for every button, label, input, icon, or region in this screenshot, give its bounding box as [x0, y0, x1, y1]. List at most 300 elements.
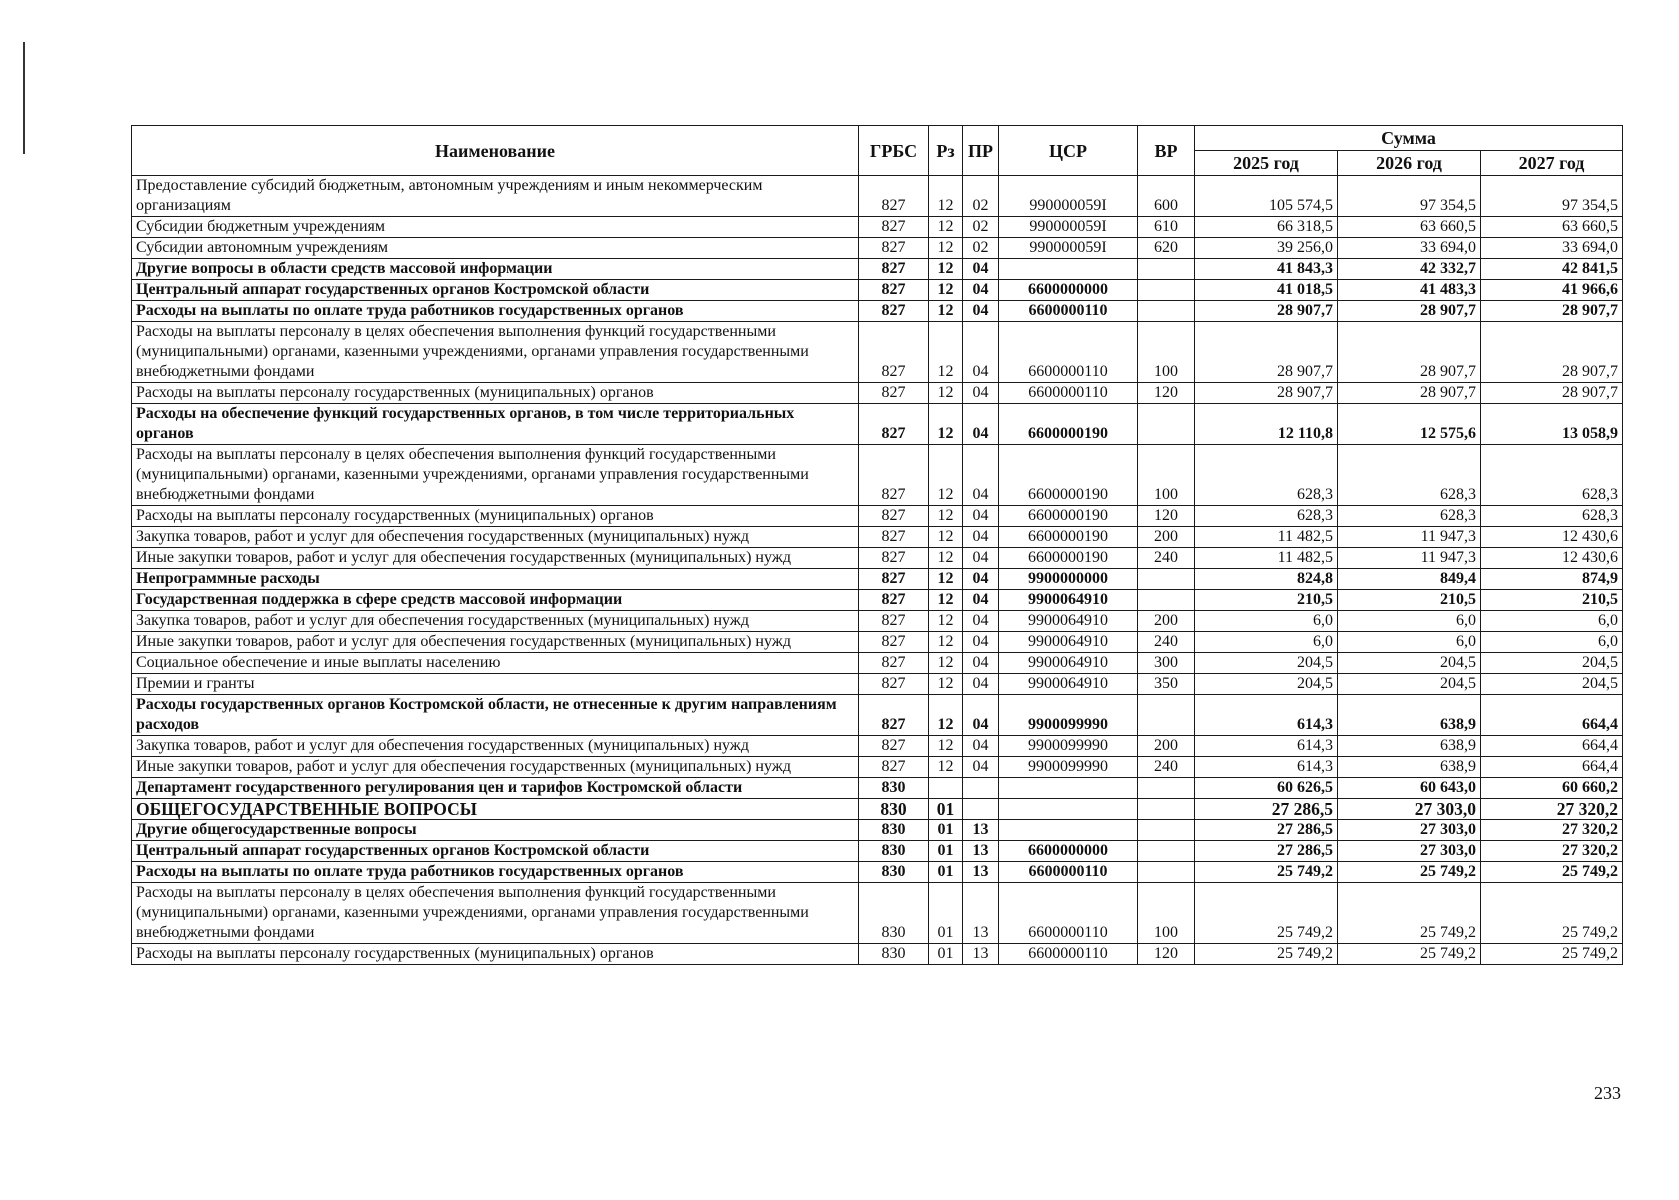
cell-rz: 12: [929, 445, 963, 506]
cell-grbs: 827: [859, 404, 929, 445]
cell-grbs: 830: [859, 799, 929, 820]
cell-sum-2026: 638,9: [1338, 695, 1481, 736]
cell-name: Центральный аппарат государственных органов Костромской области: [132, 280, 859, 301]
cell-pr: 13: [963, 820, 999, 841]
cell-sum-2026: 97 354,5: [1338, 176, 1481, 217]
cell-sum-2026: 41 483,3: [1338, 280, 1481, 301]
cell-pr: 04: [963, 653, 999, 674]
cell-vr: 240: [1138, 757, 1195, 778]
table-row: [132, 841, 1623, 862]
cell-pr: 04: [963, 280, 999, 301]
cell-sum-2026: 849,4: [1338, 569, 1481, 590]
table-row: [132, 322, 1623, 383]
cell-rz: 12: [929, 569, 963, 590]
cell-sum-2027: 42 841,5: [1481, 259, 1623, 280]
page-number: 233: [1594, 1083, 1621, 1103]
cell-grbs: 830: [859, 944, 929, 965]
cell-pr: 02: [963, 217, 999, 238]
table-row: [132, 820, 1623, 841]
cell-csr: 9900064910: [999, 674, 1138, 695]
table-row: [132, 548, 1623, 569]
cell-pr: 04: [963, 632, 999, 653]
table-row: [132, 301, 1623, 322]
cell-csr: 6600000110: [999, 383, 1138, 404]
cell-grbs: 830: [859, 841, 929, 862]
cell-sum-2027: 27 320,2: [1481, 820, 1623, 841]
cell-csr: 990000059I: [999, 176, 1138, 217]
cell-csr: 990000059I: [999, 217, 1138, 238]
cell-rz: 12: [929, 548, 963, 569]
cell-sum-2027: 25 749,2: [1481, 883, 1623, 944]
cell-sum-2025: 25 749,2: [1195, 862, 1338, 883]
cell-sum-2025: 614,3: [1195, 757, 1338, 778]
cell-pr: 04: [963, 590, 999, 611]
cell-name: Субсидии бюджетным учреждениям: [132, 217, 859, 238]
cell-pr: [963, 778, 999, 799]
cell-sum-2025: 60 626,5: [1195, 778, 1338, 799]
cell-sum-2027: 210,5: [1481, 590, 1623, 611]
cell-rz: 12: [929, 176, 963, 217]
cell-csr: 6600000190: [999, 404, 1138, 445]
cell-grbs: 827: [859, 301, 929, 322]
cell-csr: 6600000000: [999, 841, 1138, 862]
cell-csr: 9900000000: [999, 569, 1138, 590]
cell-grbs: 827: [859, 757, 929, 778]
cell-sum-2027: 13 058,9: [1481, 404, 1623, 445]
cell-grbs: 827: [859, 506, 929, 527]
cell-csr: [999, 778, 1138, 799]
cell-csr: 6600000190: [999, 527, 1138, 548]
cell-rz: 12: [929, 674, 963, 695]
cell-sum-2026: 6,0: [1338, 632, 1481, 653]
cell-vr: [1138, 259, 1195, 280]
cell-csr: [999, 820, 1138, 841]
cell-name: Расходы на выплаты персоналу в целях обеспечения выполнения функций государственными (муниципальными) органами, казенными учреждениями, органами управления государственными внебюджетными фондами: [132, 322, 859, 383]
cell-rz: 12: [929, 238, 963, 259]
cell-name: Расходы на выплаты персоналу в целях обеспечения выполнения функций государственными (муниципальными) органами, казенными учреждениями, органами управления государственными внебюджетными фондами: [132, 445, 859, 506]
cell-sum-2026: 628,3: [1338, 445, 1481, 506]
cell-name: Департамент государственного регулирования цен и тарифов Костромской области: [132, 778, 859, 799]
header-year-2025: 2025 год: [1195, 151, 1338, 176]
cell-vr: [1138, 569, 1195, 590]
cell-vr: 610: [1138, 217, 1195, 238]
cell-sum-2027: 28 907,7: [1481, 301, 1623, 322]
table-row: [132, 259, 1623, 280]
cell-sum-2027: 628,3: [1481, 506, 1623, 527]
cell-name: Закупка товаров, работ и услуг для обеспечения государственных (муниципальных) нужд: [132, 611, 859, 632]
cell-sum-2026: 28 907,7: [1338, 322, 1481, 383]
cell-pr: 02: [963, 176, 999, 217]
cell-name: Другие общегосударственные вопросы: [132, 820, 859, 841]
cell-sum-2026: 25 749,2: [1338, 944, 1481, 965]
table-row: [132, 217, 1623, 238]
cell-grbs: 827: [859, 322, 929, 383]
cell-vr: 120: [1138, 506, 1195, 527]
cell-rz: 12: [929, 590, 963, 611]
cell-vr: [1138, 695, 1195, 736]
cell-sum-2026: 42 332,7: [1338, 259, 1481, 280]
cell-vr: 100: [1138, 322, 1195, 383]
cell-name: Центральный аппарат государственных органов Костромской области: [132, 841, 859, 862]
cell-name: Предоставление субсидий бюджетным, автономным учреждениям и иным некоммерческим организациям: [132, 176, 859, 217]
cell-csr: 6600000000: [999, 280, 1138, 301]
cell-name: Расходы на выплаты персоналу государственных (муниципальных) органов: [132, 383, 859, 404]
cell-sum-2025: 204,5: [1195, 674, 1338, 695]
table-row: [132, 527, 1623, 548]
header-rz: Рз: [929, 126, 963, 176]
cell-sum-2026: 12 575,6: [1338, 404, 1481, 445]
cell-pr: 04: [963, 506, 999, 527]
cell-vr: 120: [1138, 944, 1195, 965]
cell-rz: 01: [929, 862, 963, 883]
cell-sum-2025: 628,3: [1195, 445, 1338, 506]
cell-pr: 04: [963, 569, 999, 590]
cell-sum-2025: 6,0: [1195, 611, 1338, 632]
cell-pr: 13: [963, 841, 999, 862]
cell-vr: 350: [1138, 674, 1195, 695]
table-row: [132, 280, 1623, 301]
header-year-2026: 2026 год: [1338, 151, 1481, 176]
cell-csr: 6600000110: [999, 944, 1138, 965]
cell-sum-2025: 27 286,5: [1195, 799, 1338, 820]
cell-pr: 04: [963, 695, 999, 736]
cell-csr: 6600000190: [999, 445, 1138, 506]
cell-name: Расходы государственных органов Костромской области, не отнесенные к другим направлениям расходов: [132, 695, 859, 736]
cell-sum-2026: 28 907,7: [1338, 383, 1481, 404]
cell-sum-2027: 6,0: [1481, 611, 1623, 632]
cell-vr: [1138, 799, 1195, 820]
cell-sum-2027: 27 320,2: [1481, 841, 1623, 862]
cell-sum-2025: 210,5: [1195, 590, 1338, 611]
cell-sum-2025: 41 843,3: [1195, 259, 1338, 280]
cell-rz: 01: [929, 883, 963, 944]
cell-sum-2027: 25 749,2: [1481, 862, 1623, 883]
cell-sum-2026: 63 660,5: [1338, 217, 1481, 238]
cell-pr: [963, 799, 999, 820]
cell-csr: 6600000190: [999, 548, 1138, 569]
cell-rz: 12: [929, 383, 963, 404]
cell-rz: 12: [929, 653, 963, 674]
cell-vr: 300: [1138, 653, 1195, 674]
cell-sum-2027: 63 660,5: [1481, 217, 1623, 238]
cell-pr: 04: [963, 736, 999, 757]
cell-pr: 04: [963, 322, 999, 383]
cell-sum-2025: 204,5: [1195, 653, 1338, 674]
cell-grbs: 827: [859, 632, 929, 653]
table-row: [132, 695, 1623, 736]
cell-grbs: 827: [859, 383, 929, 404]
cell-sum-2027: 204,5: [1481, 674, 1623, 695]
cell-sum-2027: 664,4: [1481, 757, 1623, 778]
cell-sum-2027: 12 430,6: [1481, 527, 1623, 548]
cell-sum-2026: 25 749,2: [1338, 862, 1481, 883]
cell-grbs: 827: [859, 445, 929, 506]
cell-pr: 04: [963, 259, 999, 280]
cell-vr: 240: [1138, 632, 1195, 653]
cell-sum-2026: 204,5: [1338, 653, 1481, 674]
cell-sum-2025: 41 018,5: [1195, 280, 1338, 301]
cell-pr: 04: [963, 757, 999, 778]
cell-name: Закупка товаров, работ и услуг для обеспечения государственных (муниципальных) нужд: [132, 527, 859, 548]
header-name: Наименование: [132, 126, 859, 176]
cell-csr: 6600000110: [999, 301, 1138, 322]
cell-rz: 12: [929, 404, 963, 445]
table-row: [132, 632, 1623, 653]
header-grbs: ГРБС: [859, 126, 929, 176]
cell-vr: 100: [1138, 445, 1195, 506]
cell-rz: 12: [929, 506, 963, 527]
table-row: [132, 944, 1623, 965]
cell-name: Премии и гранты: [132, 674, 859, 695]
cell-vr: 620: [1138, 238, 1195, 259]
cell-sum-2026: 27 303,0: [1338, 799, 1481, 820]
header-pr: ПР: [963, 126, 999, 176]
cell-csr: 9900099990: [999, 695, 1138, 736]
cell-sum-2025: 39 256,0: [1195, 238, 1338, 259]
cell-vr: 100: [1138, 883, 1195, 944]
cell-sum-2025: 25 749,2: [1195, 883, 1338, 944]
cell-sum-2026: 27 303,0: [1338, 841, 1481, 862]
cell-grbs: 827: [859, 238, 929, 259]
cell-grbs: 827: [859, 527, 929, 548]
cell-vr: 200: [1138, 611, 1195, 632]
cell-name: Иные закупки товаров, работ и услуг для обеспечения государственных (муниципальных) нужд: [132, 632, 859, 653]
table-row: [132, 674, 1623, 695]
cell-rz: 12: [929, 736, 963, 757]
cell-csr: 6600000110: [999, 862, 1138, 883]
cell-csr: 9900064910: [999, 611, 1138, 632]
cell-sum-2026: 60 643,0: [1338, 778, 1481, 799]
cell-sum-2027: 97 354,5: [1481, 176, 1623, 217]
table-body: [132, 176, 1623, 965]
cell-grbs: 830: [859, 778, 929, 799]
cell-grbs: 830: [859, 862, 929, 883]
cell-vr: [1138, 820, 1195, 841]
table-row: [132, 862, 1623, 883]
cell-csr: [999, 799, 1138, 820]
cell-grbs: 827: [859, 176, 929, 217]
table-row: [132, 445, 1623, 506]
cell-sum-2027: 874,9: [1481, 569, 1623, 590]
cell-rz: 12: [929, 611, 963, 632]
cell-sum-2026: 638,9: [1338, 757, 1481, 778]
cell-sum-2025: 66 318,5: [1195, 217, 1338, 238]
cell-vr: [1138, 778, 1195, 799]
cell-sum-2027: 28 907,7: [1481, 322, 1623, 383]
cell-name: ОБЩЕГОСУДАРСТВЕННЫЕ ВОПРОСЫ: [132, 799, 859, 820]
cell-sum-2026: 11 947,3: [1338, 548, 1481, 569]
cell-grbs: 827: [859, 695, 929, 736]
cell-rz: 12: [929, 217, 963, 238]
cell-sum-2025: 11 482,5: [1195, 527, 1338, 548]
cell-rz: 12: [929, 757, 963, 778]
cell-csr: 9900064910: [999, 653, 1138, 674]
cell-vr: 240: [1138, 548, 1195, 569]
cell-vr: [1138, 280, 1195, 301]
budget-allocation-table: [131, 125, 1623, 965]
cell-grbs: 827: [859, 569, 929, 590]
cell-name: Иные закупки товаров, работ и услуг для обеспечения государственных (муниципальных) нужд: [132, 548, 859, 569]
cell-pr: 13: [963, 944, 999, 965]
cell-grbs: 830: [859, 883, 929, 944]
cell-grbs: 827: [859, 217, 929, 238]
cell-pr: 04: [963, 404, 999, 445]
cell-name: Расходы на выплаты по оплате труда работников государственных органов: [132, 862, 859, 883]
cell-name: Расходы на выплаты персоналу государственных (муниципальных) органов: [132, 506, 859, 527]
cell-sum-2025: 11 482,5: [1195, 548, 1338, 569]
cell-sum-2027: 628,3: [1481, 445, 1623, 506]
cell-pr: 04: [963, 674, 999, 695]
cell-csr: 990000059I: [999, 238, 1138, 259]
table-row: [132, 653, 1623, 674]
cell-name: Государственная поддержка в сфере средств массовой информации: [132, 590, 859, 611]
table-row: [132, 506, 1623, 527]
cell-pr: 13: [963, 883, 999, 944]
cell-csr: [999, 259, 1138, 280]
cell-csr: 9900099990: [999, 736, 1138, 757]
table-row: [132, 238, 1623, 259]
cell-name: Иные закупки товаров, работ и услуг для обеспечения государственных (муниципальных) нужд: [132, 757, 859, 778]
cell-vr: [1138, 590, 1195, 611]
cell-vr: 200: [1138, 527, 1195, 548]
cell-csr: 9900099990: [999, 757, 1138, 778]
cell-rz: 12: [929, 322, 963, 383]
cell-sum-2027: 204,5: [1481, 653, 1623, 674]
cell-sum-2025: 28 907,7: [1195, 383, 1338, 404]
cell-sum-2025: 28 907,7: [1195, 322, 1338, 383]
cell-rz: [929, 778, 963, 799]
table-row: [132, 799, 1623, 820]
cell-sum-2027: 33 694,0: [1481, 238, 1623, 259]
cell-grbs: 827: [859, 653, 929, 674]
cell-grbs: 827: [859, 674, 929, 695]
cell-grbs: 827: [859, 590, 929, 611]
cell-vr: [1138, 862, 1195, 883]
cell-rz: 12: [929, 527, 963, 548]
cell-pr: 13: [963, 862, 999, 883]
cell-sum-2027: 664,4: [1481, 736, 1623, 757]
table-row: [132, 404, 1623, 445]
cell-sum-2027: 664,4: [1481, 695, 1623, 736]
cell-sum-2025: 614,3: [1195, 695, 1338, 736]
header-year-2027: 2027 год: [1481, 151, 1623, 176]
cell-name: Закупка товаров, работ и услуг для обеспечения государственных (муниципальных) нужд: [132, 736, 859, 757]
cell-sum-2025: 824,8: [1195, 569, 1338, 590]
cell-name: Расходы на выплаты персоналу в целях обеспечения выполнения функций государственными (муниципальными) органами, казенными учреждениями, органами управления государственными внебюджетными фондами: [132, 883, 859, 944]
cell-sum-2027: 41 966,6: [1481, 280, 1623, 301]
header-sum: Сумма: [1195, 126, 1623, 151]
cell-sum-2027: 12 430,6: [1481, 548, 1623, 569]
cell-rz: 01: [929, 944, 963, 965]
cell-csr: 6600000110: [999, 883, 1138, 944]
cell-grbs: 827: [859, 611, 929, 632]
header-csr: ЦСР: [999, 126, 1138, 176]
cell-name: Субсидии автономным учреждениям: [132, 238, 859, 259]
cell-name: Социальное обеспечение и иные выплаты населению: [132, 653, 859, 674]
cell-sum-2026: 638,9: [1338, 736, 1481, 757]
cell-sum-2026: 25 749,2: [1338, 883, 1481, 944]
cell-csr: 9900064910: [999, 632, 1138, 653]
table-row: [132, 757, 1623, 778]
cell-name: Другие вопросы в области средств массовой информации: [132, 259, 859, 280]
cell-sum-2027: 60 660,2: [1481, 778, 1623, 799]
cell-rz: 12: [929, 280, 963, 301]
cell-rz: 01: [929, 841, 963, 862]
cell-rz: 12: [929, 632, 963, 653]
cell-grbs: 827: [859, 259, 929, 280]
cell-vr: [1138, 404, 1195, 445]
cell-csr: 6600000110: [999, 322, 1138, 383]
cell-pr: 04: [963, 611, 999, 632]
cell-rz: 12: [929, 301, 963, 322]
cell-rz: 12: [929, 259, 963, 280]
cell-sum-2026: 11 947,3: [1338, 527, 1481, 548]
cell-grbs: 827: [859, 280, 929, 301]
cell-vr: 200: [1138, 736, 1195, 757]
cell-grbs: 827: [859, 548, 929, 569]
cell-sum-2025: 28 907,7: [1195, 301, 1338, 322]
cell-vr: [1138, 301, 1195, 322]
table-row: [132, 383, 1623, 404]
cell-pr: 04: [963, 445, 999, 506]
cell-sum-2026: 628,3: [1338, 506, 1481, 527]
cell-sum-2026: 6,0: [1338, 611, 1481, 632]
cell-sum-2026: 27 303,0: [1338, 820, 1481, 841]
cell-csr: 6600000190: [999, 506, 1138, 527]
cell-sum-2025: 27 286,5: [1195, 841, 1338, 862]
cell-sum-2027: 6,0: [1481, 632, 1623, 653]
cell-rz: 12: [929, 695, 963, 736]
table-row: [132, 590, 1623, 611]
cell-name: Расходы на выплаты персоналу государственных (муниципальных) органов: [132, 944, 859, 965]
cell-sum-2027: 28 907,7: [1481, 383, 1623, 404]
cell-sum-2026: 28 907,7: [1338, 301, 1481, 322]
cell-sum-2027: 25 749,2: [1481, 944, 1623, 965]
margin-binding-mark: [23, 42, 25, 154]
cell-vr: [1138, 841, 1195, 862]
header-vr: ВР: [1138, 126, 1195, 176]
cell-sum-2025: 628,3: [1195, 506, 1338, 527]
cell-sum-2026: 33 694,0: [1338, 238, 1481, 259]
cell-grbs: 830: [859, 820, 929, 841]
table-row: [132, 611, 1623, 632]
cell-rz: 01: [929, 799, 963, 820]
cell-pr: 04: [963, 548, 999, 569]
cell-sum-2027: 27 320,2: [1481, 799, 1623, 820]
cell-name: Расходы на выплаты по оплате труда работников государственных органов: [132, 301, 859, 322]
cell-sum-2025: 25 749,2: [1195, 944, 1338, 965]
table-row: [132, 778, 1623, 799]
cell-sum-2025: 6,0: [1195, 632, 1338, 653]
table-row: [132, 569, 1623, 590]
table-row: [132, 176, 1623, 217]
cell-name: Расходы на обеспечение функций государственных органов, в том числе территориальных органов: [132, 404, 859, 445]
cell-grbs: 827: [859, 736, 929, 757]
cell-pr: 04: [963, 301, 999, 322]
cell-csr: 9900064910: [999, 590, 1138, 611]
cell-pr: 04: [963, 383, 999, 404]
cell-sum-2025: 614,3: [1195, 736, 1338, 757]
cell-sum-2026: 210,5: [1338, 590, 1481, 611]
cell-sum-2025: 27 286,5: [1195, 820, 1338, 841]
cell-sum-2025: 12 110,8: [1195, 404, 1338, 445]
cell-vr: 120: [1138, 383, 1195, 404]
cell-pr: 04: [963, 527, 999, 548]
cell-pr: 02: [963, 238, 999, 259]
cell-sum-2025: 105 574,5: [1195, 176, 1338, 217]
cell-vr: 600: [1138, 176, 1195, 217]
cell-sum-2026: 204,5: [1338, 674, 1481, 695]
